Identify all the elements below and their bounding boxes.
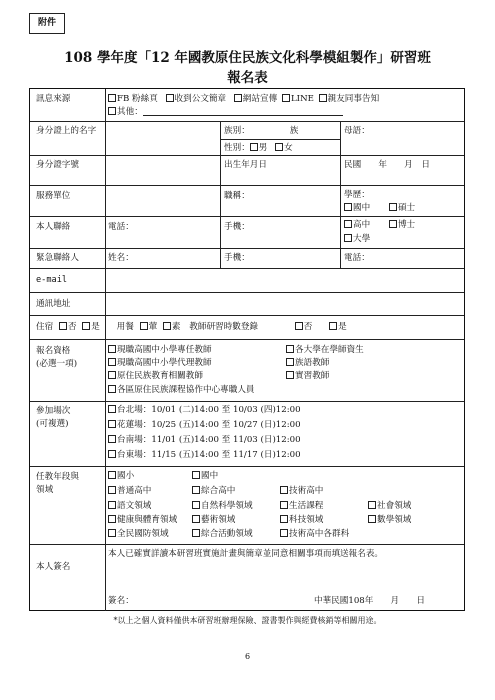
label-column-divider (105, 89, 106, 611)
sign-date: 中華民國108年 月 日 (314, 596, 425, 606)
emergency-phone-field[interactable]: 電話： (344, 253, 370, 263)
row-divider (30, 315, 464, 316)
male-checkbox[interactable] (250, 143, 258, 151)
veg-checkbox[interactable] (163, 322, 171, 330)
row-divider (30, 339, 464, 340)
field-option: 社會領域 (368, 500, 411, 513)
lodging-yes-checkbox[interactable] (82, 322, 90, 330)
tainan-checkbox[interactable] (108, 435, 116, 443)
column-divider (220, 121, 221, 268)
source-options: FB 粉絲頁 收到公文簡章 網站宣傳 LINE 親友同事告知 (108, 93, 379, 106)
master-checkbox[interactable] (389, 203, 397, 211)
education-label: 學歷： (344, 190, 370, 200)
field-option: 自然科學領域 (192, 500, 253, 513)
row-divider (30, 185, 464, 186)
field-option: 健康與體育領域 (108, 514, 177, 527)
privacy-note: *以上之個人資料僅供本研習班辦理保險、證書製作與經費核銷等相關用途。 (113, 616, 382, 625)
field-option: 生活課程 (280, 500, 323, 513)
id-label: 身分證字號 (36, 160, 79, 170)
column-divider (340, 248, 341, 268)
row-divider (30, 155, 464, 156)
signature-label: 本人簽名 (36, 562, 71, 572)
gender-field: 性別： 男 女 (224, 143, 293, 153)
position-field[interactable]: 職稱： (224, 191, 250, 201)
stage-option: 技術高中 (280, 485, 323, 498)
lodging-no-checkbox[interactable] (59, 322, 67, 330)
stage-option: 綜合高中 (192, 485, 235, 498)
senior-high-checkbox[interactable] (344, 220, 352, 228)
registration-form (29, 88, 465, 611)
field-option: 語文領域 (108, 500, 151, 513)
math-checkbox[interactable] (368, 515, 376, 523)
q3-checkbox[interactable] (108, 358, 116, 366)
attachment-tag: 附件 (29, 13, 65, 34)
venue-option: 台北場：10/01 (二)14:00 至 10/03 (四)12:00 (108, 404, 301, 417)
page-number: 6 (244, 652, 251, 661)
emergency-name-field[interactable]: 姓名： (108, 253, 134, 263)
meat-checkbox[interactable] (140, 322, 148, 330)
phone-field[interactable]: 電話： (108, 222, 134, 232)
address-label: 通訊地址 (36, 299, 71, 309)
mother-tongue-field[interactable]: 母語： (344, 126, 370, 136)
line-checkbox[interactable] (282, 94, 290, 102)
qualification-option: 各區原住民族課程協作中心專職人員 (108, 384, 255, 397)
other-checkbox[interactable] (108, 107, 116, 115)
education-row-3: 大學 (344, 233, 370, 246)
other-input[interactable] (143, 106, 343, 116)
row-divider (30, 268, 464, 269)
stage-option: 普通高中 (108, 485, 151, 498)
venue-note: (可複選) (36, 419, 69, 429)
language-checkbox[interactable] (108, 501, 116, 509)
comprehensive-high-checkbox[interactable] (192, 486, 200, 494)
education-row-2: 高中 博士 (344, 219, 415, 232)
website-checkbox[interactable] (234, 94, 242, 102)
venue-option: 台南場：11/01 (五)14:00 至 11/03 (日)12:00 (108, 434, 301, 447)
science-checkbox[interactable] (192, 501, 200, 509)
row-divider (30, 248, 464, 249)
row-divider (30, 544, 464, 545)
field-option: 綜合活動領域 (192, 528, 253, 541)
email-label: e-mail (36, 275, 68, 285)
qualification-option: 實習教師 (286, 370, 329, 383)
junior-checkbox[interactable] (192, 471, 200, 479)
field-option: 藝術領域 (192, 514, 235, 527)
fb-checkbox[interactable] (108, 94, 116, 102)
health-pe-checkbox[interactable] (108, 515, 116, 523)
mobile-field[interactable]: 手機： (224, 222, 250, 232)
education-row-1: 國中 碩士 (344, 202, 415, 215)
emergency-mobile-field[interactable]: 手機： (224, 253, 250, 263)
hours-no-checkbox[interactable] (295, 322, 303, 330)
ethnic-field[interactable]: 族別： 族 (224, 126, 299, 136)
lodging-row: 住宿 否 是 用餐 葷 素 教師研習時數登錄 否 是 (36, 322, 347, 332)
q6-checkbox[interactable] (286, 371, 294, 379)
row-divider (30, 466, 464, 467)
sub-divider (220, 139, 340, 140)
source-label: 訊息來源 (36, 94, 71, 104)
qualification-option: 族語教師 (286, 357, 329, 370)
university-checkbox[interactable] (344, 234, 352, 242)
column-divider (340, 121, 341, 268)
contact-label: 本人聯絡 (36, 222, 71, 232)
birth-label: 出生年月日 (224, 160, 267, 170)
birth-date-field[interactable]: 民國 年 月 日 (344, 160, 430, 170)
hualien-checkbox[interactable] (108, 420, 116, 428)
q5-checkbox[interactable] (108, 371, 116, 379)
q7-checkbox[interactable] (108, 385, 116, 393)
technical-groups-checkbox[interactable] (280, 529, 288, 537)
official-doc-checkbox[interactable] (166, 94, 174, 102)
qualification-option: 現職高國中小學代理教師 (108, 357, 212, 370)
row-divider (30, 292, 464, 293)
defense-checkbox[interactable] (108, 529, 116, 537)
q2-checkbox[interactable] (286, 345, 294, 353)
name-label: 身分證上的名字 (36, 126, 97, 136)
technical-high-checkbox[interactable] (280, 486, 288, 494)
stage-option: 國小 (108, 470, 134, 483)
form-title: 108 學年度「12 年國教原住民族文化科學模組製作」研習班 (64, 50, 431, 66)
general-high-checkbox[interactable] (108, 486, 116, 494)
venue-label: 參加場次 (36, 406, 71, 416)
work-label: 服務單位 (36, 191, 71, 201)
row-divider (30, 216, 464, 217)
arts-checkbox[interactable] (192, 515, 200, 523)
elementary-checkbox[interactable] (108, 471, 116, 479)
technology-checkbox[interactable] (280, 515, 288, 523)
activity-checkbox[interactable] (192, 529, 200, 537)
teaching-label: 任教年段與 (36, 472, 79, 482)
junior-high-checkbox[interactable] (344, 203, 352, 211)
emergency-label: 緊急聯絡人 (36, 253, 79, 263)
field-option: 技術高中各群科 (280, 528, 349, 541)
doctor-checkbox[interactable] (389, 220, 397, 228)
stage-option: 國中 (192, 470, 218, 483)
life-checkbox[interactable] (280, 501, 288, 509)
venue-option: 花蓮場：10/25 (五)14:00 至 10/27 (日)12:00 (108, 419, 301, 432)
social-checkbox[interactable] (368, 501, 376, 509)
qualification-label: 報名資格 (36, 346, 71, 356)
field-option: 科技領域 (280, 514, 323, 527)
teaching-label-2: 領域 (36, 485, 54, 495)
qualification-option: 現職高國中小學專任教師 (108, 344, 212, 357)
row-divider (30, 401, 464, 402)
q1-checkbox[interactable] (108, 345, 116, 353)
field-option: 數學領域 (368, 514, 411, 527)
hours-yes-checkbox[interactable] (329, 322, 337, 330)
friends-checkbox[interactable] (319, 94, 327, 102)
sign-field[interactable]: 簽名： (108, 596, 134, 606)
taipei-checkbox[interactable] (108, 405, 116, 413)
signature-statement: 本人已確實詳讀本研習班實施計畫與簡章並同意相關事項而填送報名表。 (108, 549, 384, 559)
source-other: 其他： (108, 106, 343, 119)
field-option: 全民國防領域 (108, 528, 169, 541)
row-divider (30, 121, 464, 122)
q4-checkbox[interactable] (286, 358, 294, 366)
qualification-option: 原住民族教育相關教師 (108, 370, 203, 383)
taitung-checkbox[interactable] (108, 450, 116, 458)
qualification-note: (必選一項) (36, 359, 78, 369)
qualification-option: 各大學在學師資生 (286, 344, 364, 357)
form-subtitle: 報名表 (227, 70, 268, 86)
venue-option: 台東場：11/15 (五)14:00 至 11/17 (日)12:00 (108, 449, 301, 462)
female-checkbox[interactable] (275, 143, 283, 151)
